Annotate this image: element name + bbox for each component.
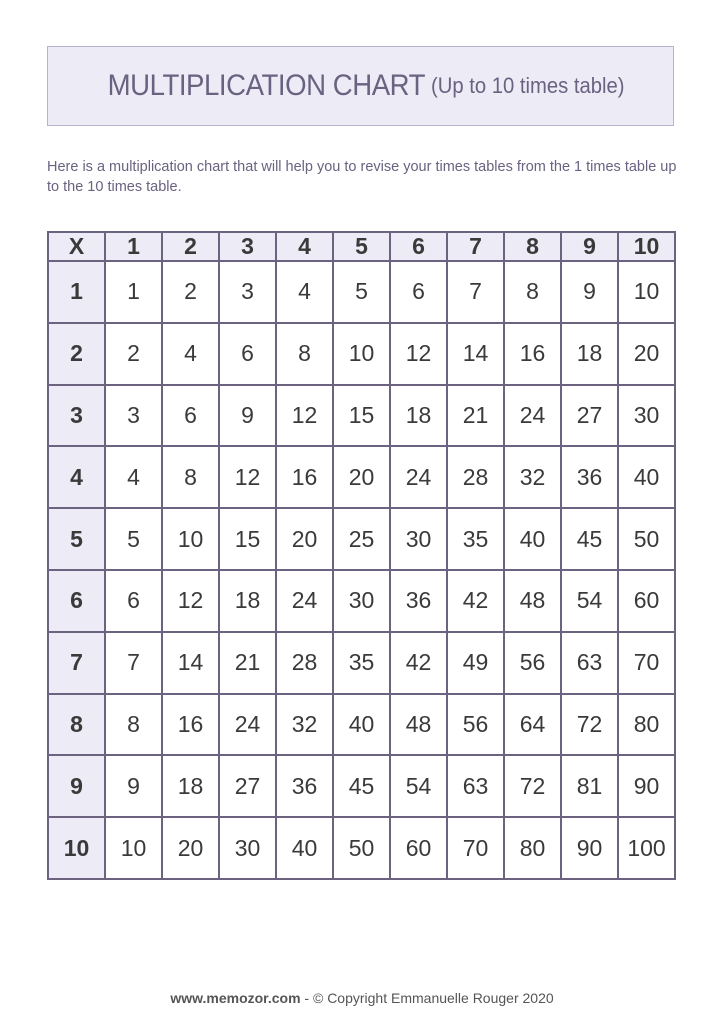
column-header: 5 (333, 232, 390, 261)
product-cell: 30 (219, 817, 276, 879)
product-cell: 3 (105, 385, 162, 447)
title-banner (47, 46, 674, 126)
product-cell: 2 (162, 261, 219, 323)
product-cell: 60 (390, 817, 447, 879)
table-row (48, 508, 675, 570)
page-subtitle: (Up to 10 times table) (430, 73, 625, 98)
product-cell: 4 (105, 446, 162, 508)
product-cell: 12 (162, 570, 219, 632)
product-cell: 4 (276, 261, 333, 323)
product-cell: 30 (390, 508, 447, 570)
product-cell: 18 (390, 385, 447, 447)
row-header: 4 (48, 446, 105, 508)
table-header-row (48, 232, 675, 261)
column-header: 10 (618, 232, 675, 261)
product-cell: 18 (219, 570, 276, 632)
product-cell: 8 (276, 323, 333, 385)
product-cell: 24 (504, 385, 561, 447)
product-cell: 80 (504, 817, 561, 879)
product-cell: 80 (618, 694, 675, 756)
product-cell: 6 (105, 570, 162, 632)
product-cell: 45 (333, 755, 390, 817)
row-header: 10 (48, 817, 105, 879)
row-header: 6 (48, 570, 105, 632)
product-cell: 12 (390, 323, 447, 385)
product-cell: 32 (276, 694, 333, 756)
product-cell: 30 (333, 570, 390, 632)
product-cell: 50 (618, 508, 675, 570)
row-header: 2 (48, 323, 105, 385)
product-cell: 70 (447, 817, 504, 879)
product-cell: 16 (276, 446, 333, 508)
footer-separator: - (300, 990, 313, 1006)
product-cell: 20 (276, 508, 333, 570)
column-header: 9 (561, 232, 618, 261)
product-cell: 36 (276, 755, 333, 817)
product-cell: 60 (618, 570, 675, 632)
table-row (48, 323, 675, 385)
footer-copyright: © Copyright Emmanuelle Rouger 2020 (312, 990, 554, 1006)
product-cell: 54 (561, 570, 618, 632)
product-cell: 27 (561, 385, 618, 447)
product-cell: 42 (447, 570, 504, 632)
table-row (48, 694, 675, 756)
product-cell: 10 (333, 323, 390, 385)
product-cell: 9 (561, 261, 618, 323)
product-cell: 18 (561, 323, 618, 385)
product-cell: 12 (219, 446, 276, 508)
product-cell: 35 (333, 632, 390, 694)
product-cell: 81 (561, 755, 618, 817)
table-row (48, 755, 675, 817)
table-row (48, 385, 675, 447)
product-cell: 42 (390, 632, 447, 694)
product-cell: 15 (333, 385, 390, 447)
product-cell: 40 (276, 817, 333, 879)
table-row (48, 632, 675, 694)
page-title: MULTIPLICATION CHART (107, 69, 425, 102)
table-row (48, 817, 675, 879)
product-cell: 21 (219, 632, 276, 694)
product-cell: 7 (105, 632, 162, 694)
product-cell: 28 (447, 446, 504, 508)
intro-text: Here is a multiplication chart that will help you to revise your times tables from the 1 times table up to the 10 times table. (47, 159, 677, 195)
column-header: 2 (162, 232, 219, 261)
product-cell: 100 (618, 817, 675, 879)
column-header: 4 (276, 232, 333, 261)
product-cell: 6 (162, 385, 219, 447)
column-header: 3 (219, 232, 276, 261)
product-cell: 48 (390, 694, 447, 756)
product-cell: 20 (333, 446, 390, 508)
product-cell: 6 (390, 261, 447, 323)
product-cell: 2 (105, 323, 162, 385)
product-cell: 35 (447, 508, 504, 570)
product-cell: 27 (219, 755, 276, 817)
product-cell: 40 (618, 446, 675, 508)
table-body (48, 261, 675, 879)
column-header: 1 (105, 232, 162, 261)
product-cell: 21 (447, 385, 504, 447)
product-cell: 24 (276, 570, 333, 632)
product-cell: 56 (504, 632, 561, 694)
product-cell: 72 (504, 755, 561, 817)
product-cell: 1 (105, 261, 162, 323)
row-header: 9 (48, 755, 105, 817)
product-cell: 20 (618, 323, 675, 385)
product-cell: 72 (561, 694, 618, 756)
product-cell: 16 (504, 323, 561, 385)
product-cell: 54 (390, 755, 447, 817)
row-header: 8 (48, 694, 105, 756)
column-header: 8 (504, 232, 561, 261)
product-cell: 20 (162, 817, 219, 879)
product-cell: 8 (162, 446, 219, 508)
product-cell: 10 (618, 261, 675, 323)
column-header: 7 (447, 232, 504, 261)
table-row (48, 261, 675, 323)
product-cell: 8 (105, 694, 162, 756)
product-cell: 8 (504, 261, 561, 323)
product-cell: 6 (219, 323, 276, 385)
footer (0, 990, 724, 1006)
row-header: 1 (48, 261, 105, 323)
product-cell: 9 (219, 385, 276, 447)
product-cell: 24 (390, 446, 447, 508)
product-cell: 50 (333, 817, 390, 879)
row-header: 3 (48, 385, 105, 447)
product-cell: 90 (561, 817, 618, 879)
product-cell: 15 (219, 508, 276, 570)
product-cell: 63 (561, 632, 618, 694)
product-cell: 90 (618, 755, 675, 817)
product-cell: 49 (447, 632, 504, 694)
column-header: 6 (390, 232, 447, 261)
product-cell: 64 (504, 694, 561, 756)
product-cell: 63 (447, 755, 504, 817)
product-cell: 56 (447, 694, 504, 756)
product-cell: 3 (219, 261, 276, 323)
table-row (48, 570, 675, 632)
product-cell: 16 (162, 694, 219, 756)
product-cell: 18 (162, 755, 219, 817)
multiplication-table (47, 231, 676, 880)
product-cell: 36 (561, 446, 618, 508)
product-cell: 12 (276, 385, 333, 447)
product-cell: 5 (333, 261, 390, 323)
product-cell: 10 (162, 508, 219, 570)
row-header: 7 (48, 632, 105, 694)
product-cell: 32 (504, 446, 561, 508)
product-cell: 14 (447, 323, 504, 385)
product-cell: 9 (105, 755, 162, 817)
product-cell: 14 (162, 632, 219, 694)
product-cell: 70 (618, 632, 675, 694)
product-cell: 45 (561, 508, 618, 570)
product-cell: 7 (447, 261, 504, 323)
product-cell: 5 (105, 508, 162, 570)
footer-site-link[interactable]: www.memozor.com (170, 990, 301, 1006)
product-cell: 28 (276, 632, 333, 694)
product-cell: 48 (504, 570, 561, 632)
table-corner-cell: X (48, 232, 105, 261)
product-cell: 25 (333, 508, 390, 570)
product-cell: 36 (390, 570, 447, 632)
product-cell: 30 (618, 385, 675, 447)
product-cell: 40 (333, 694, 390, 756)
product-cell: 10 (105, 817, 162, 879)
product-cell: 4 (162, 323, 219, 385)
table-row (48, 446, 675, 508)
product-cell: 24 (219, 694, 276, 756)
product-cell: 40 (504, 508, 561, 570)
row-header: 5 (48, 508, 105, 570)
